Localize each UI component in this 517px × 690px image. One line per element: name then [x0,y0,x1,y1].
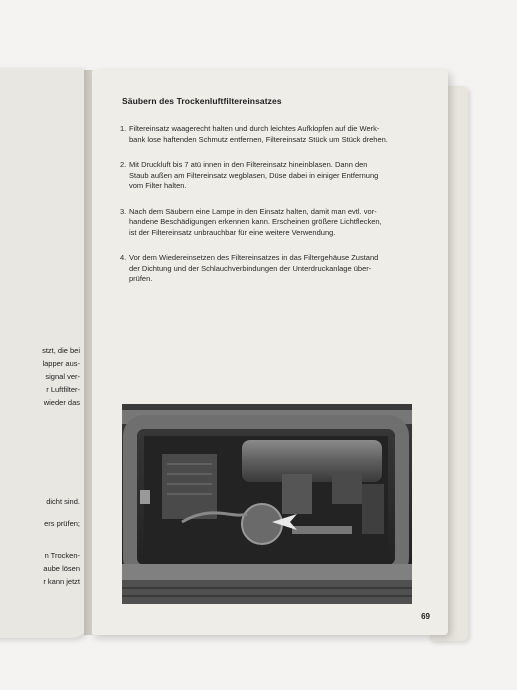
left-page-line: lapper aus- [42,359,80,368]
item-number: 1. [120,124,127,133]
left-page-line: signal ver- [45,372,80,381]
text-line: Nach dem Säubern eine Lampe in den Einsatz halten, damit man evtl. vor- [129,206,377,216]
left-page-line: ers prüfen; [44,519,80,528]
page-heading: Säubern des Trockenluftfiltereinsatzes [122,96,282,106]
item-number: 4. [120,253,127,262]
text-line: vom Filter halten. [129,181,187,190]
item-number: 3. [120,206,127,216]
engine-compartment-photo [122,404,412,604]
item-text [129,207,420,239]
left-page [0,68,88,638]
text-line: Staub außen am Filtereinsatz wegblasen, Düse dabei in einiger Entfernung [129,170,379,180]
left-page-line: stzt, die bei [42,346,80,355]
list-item [120,160,420,192]
text-line: prüfen. [129,274,153,283]
list-item [120,253,420,285]
left-page-line: aube lösen [43,564,80,573]
page-number: 69 [421,612,430,621]
left-page-line: r Luftfilter- [46,385,80,394]
text-line: Vor dem Wiedereinsetzen des Filtereinsatzes in das Filtergehäuse Zustand [129,253,379,262]
item-text [129,124,420,145]
instruction-list [120,124,420,300]
list-item [120,207,420,239]
item-text [129,253,420,285]
text-line: bank lose haftenden Schmutz entfernen, Filtereinsatz Stück um Stück drehen. [129,134,388,144]
text-line: handene Beschädigungen erkennen kann. Erscheinen größere Lichtflecken, [129,217,382,226]
left-page-line: n Trocken- [44,551,80,560]
text-line: der Dichtung und der Schlauchverbindungen der Unterdruckanlage über- [129,263,372,273]
left-page-line: r kann jetzt [43,577,80,586]
text-line: ist der Filtereinsatz unbrauchbar für eine weitere Verwendung. [129,227,336,237]
engine-photo-illustration [122,404,412,604]
item-text [129,160,420,192]
left-page-line: dicht sind. [46,497,80,506]
list-item [120,124,420,145]
right-page [92,70,448,635]
text-line: Filtereinsatz waagerecht halten und durch leichtes Aufklopfen auf die Werk- [129,124,380,133]
item-number: 2. [120,160,127,169]
text-line: Mit Druckluft bis 7 atü innen in den Filtereinsatz hineinblasen. Dann den [129,160,368,169]
left-page-line: wieder das [43,398,80,407]
